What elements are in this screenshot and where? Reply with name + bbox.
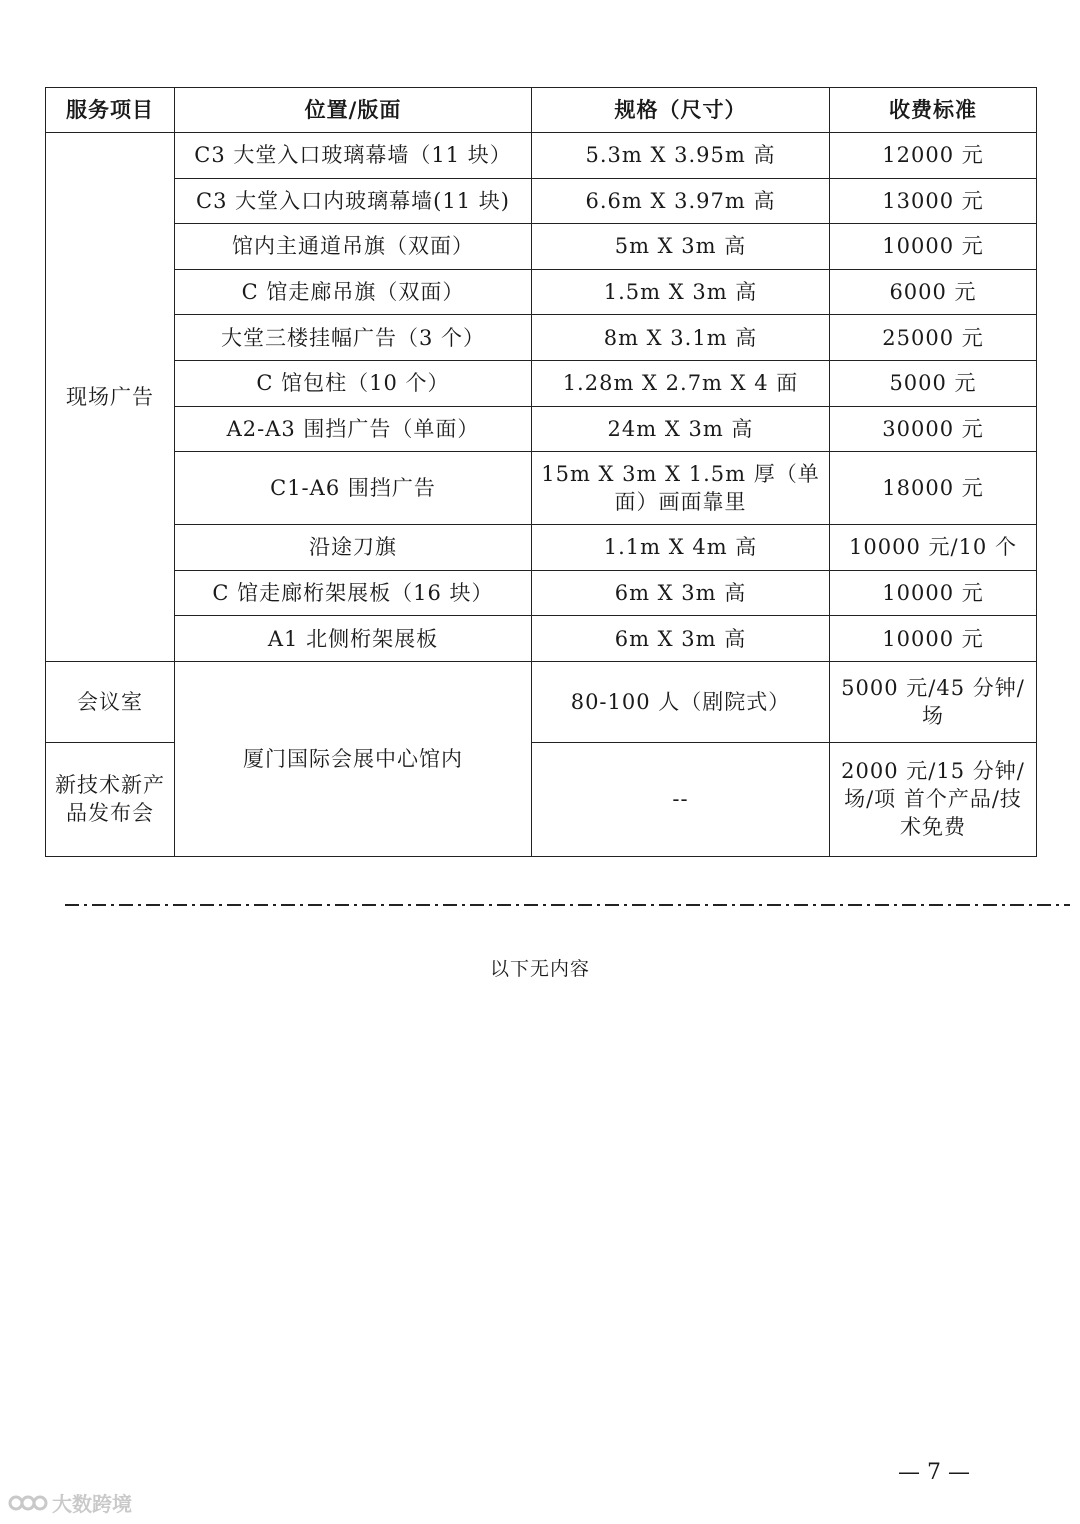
fee-cell: 6000 元 (830, 269, 1037, 315)
table-row (46, 360, 1037, 406)
table-row (46, 315, 1037, 361)
size-cell: 15m X 3m X 1.5m 厚（单面）画面靠里 (532, 452, 830, 525)
location-cell: C 馆走廊吊旗（双面） (175, 269, 532, 315)
size-cell: 80-100 人（剧院式） (532, 661, 830, 742)
fee-cell: 5000 元 (830, 360, 1037, 406)
location-cell: 沿途刀旗 (175, 525, 532, 571)
location-cell: 馆内主通道吊旗（双面） (175, 224, 532, 270)
dash-dot-divider (65, 904, 1070, 906)
size-cell: 6m X 3m 高 (532, 616, 830, 662)
table-row (46, 525, 1037, 571)
location-cell: A2-A3 围挡广告（单面） (175, 406, 532, 452)
table-row (46, 452, 1037, 525)
fee-cell: 10000 元 (830, 224, 1037, 270)
size-cell: 6m X 3m 高 (532, 570, 830, 616)
page-number: — 7 — (898, 1460, 970, 1485)
table-row (46, 224, 1037, 270)
table-row (46, 616, 1037, 662)
fee-cell: 2000 元/15 分钟/场/项 首个产品/技术免费 (830, 742, 1037, 856)
location-cell: C 馆走廊桁架展板（16 块） (175, 570, 532, 616)
location-cell: C3 大堂入口玻璃幕墙（11 块） (175, 133, 532, 179)
fee-cell: 10000 元 (830, 616, 1037, 662)
fee-cell: 30000 元 (830, 406, 1037, 452)
location-cell: 大堂三楼挂幅广告（3 个） (175, 315, 532, 361)
table-header-row (46, 88, 1037, 133)
fee-cell: 5000 元/45 分钟/场 (830, 661, 1037, 742)
table-row (46, 178, 1037, 224)
venue-cell: 厦门国际会展中心馆内 (175, 661, 532, 856)
size-cell: 6.6m X 3.97m 高 (532, 178, 830, 224)
size-cell: 5m X 3m 高 (532, 224, 830, 270)
fee-cell: 10000 元/10 个 (830, 525, 1037, 571)
fee-table (45, 87, 1037, 857)
table-row (46, 570, 1037, 616)
category-launch-event: 新技术新产品发布会 (46, 742, 175, 856)
size-cell: 1.1m X 4m 高 (532, 525, 830, 571)
location-cell: A1 北侧桁架展板 (175, 616, 532, 662)
watermark-text: 大数跨境 (52, 1492, 132, 1516)
size-cell: -- (532, 742, 830, 856)
category-meeting-room: 会议室 (46, 661, 175, 742)
fee-cell: 25000 元 (830, 315, 1037, 361)
size-cell: 1.28m X 2.7m X 4 面 (532, 360, 830, 406)
fee-cell: 18000 元 (830, 452, 1037, 525)
location-cell: C 馆包柱（10 个） (175, 360, 532, 406)
header-fee: 收费标准 (830, 88, 1037, 133)
watermark-logo-icon (8, 1491, 48, 1515)
header-location: 位置/版面 (175, 88, 532, 133)
size-cell: 5.3m X 3.95m 高 (532, 133, 830, 179)
table-row (46, 661, 1037, 742)
category-onsite-ads: 现场广告 (46, 133, 175, 662)
table-row (46, 406, 1037, 452)
table-row (46, 269, 1037, 315)
fee-cell: 12000 元 (830, 133, 1037, 179)
watermark (8, 1488, 132, 1517)
fee-cell: 10000 元 (830, 570, 1037, 616)
location-cell: C1-A6 围挡广告 (175, 452, 532, 525)
end-note: 以下无内容 (489, 958, 590, 980)
size-cell: 1.5m X 3m 高 (532, 269, 830, 315)
location-cell: C3 大堂入口内玻璃幕墙(11 块) (175, 178, 532, 224)
size-cell: 8m X 3.1m 高 (532, 315, 830, 361)
fee-cell: 13000 元 (830, 178, 1037, 224)
size-cell: 24m X 3m 高 (532, 406, 830, 452)
header-service: 服务项目 (46, 88, 175, 133)
header-size: 规格（尺寸） (532, 88, 830, 133)
table-row (46, 133, 1037, 179)
